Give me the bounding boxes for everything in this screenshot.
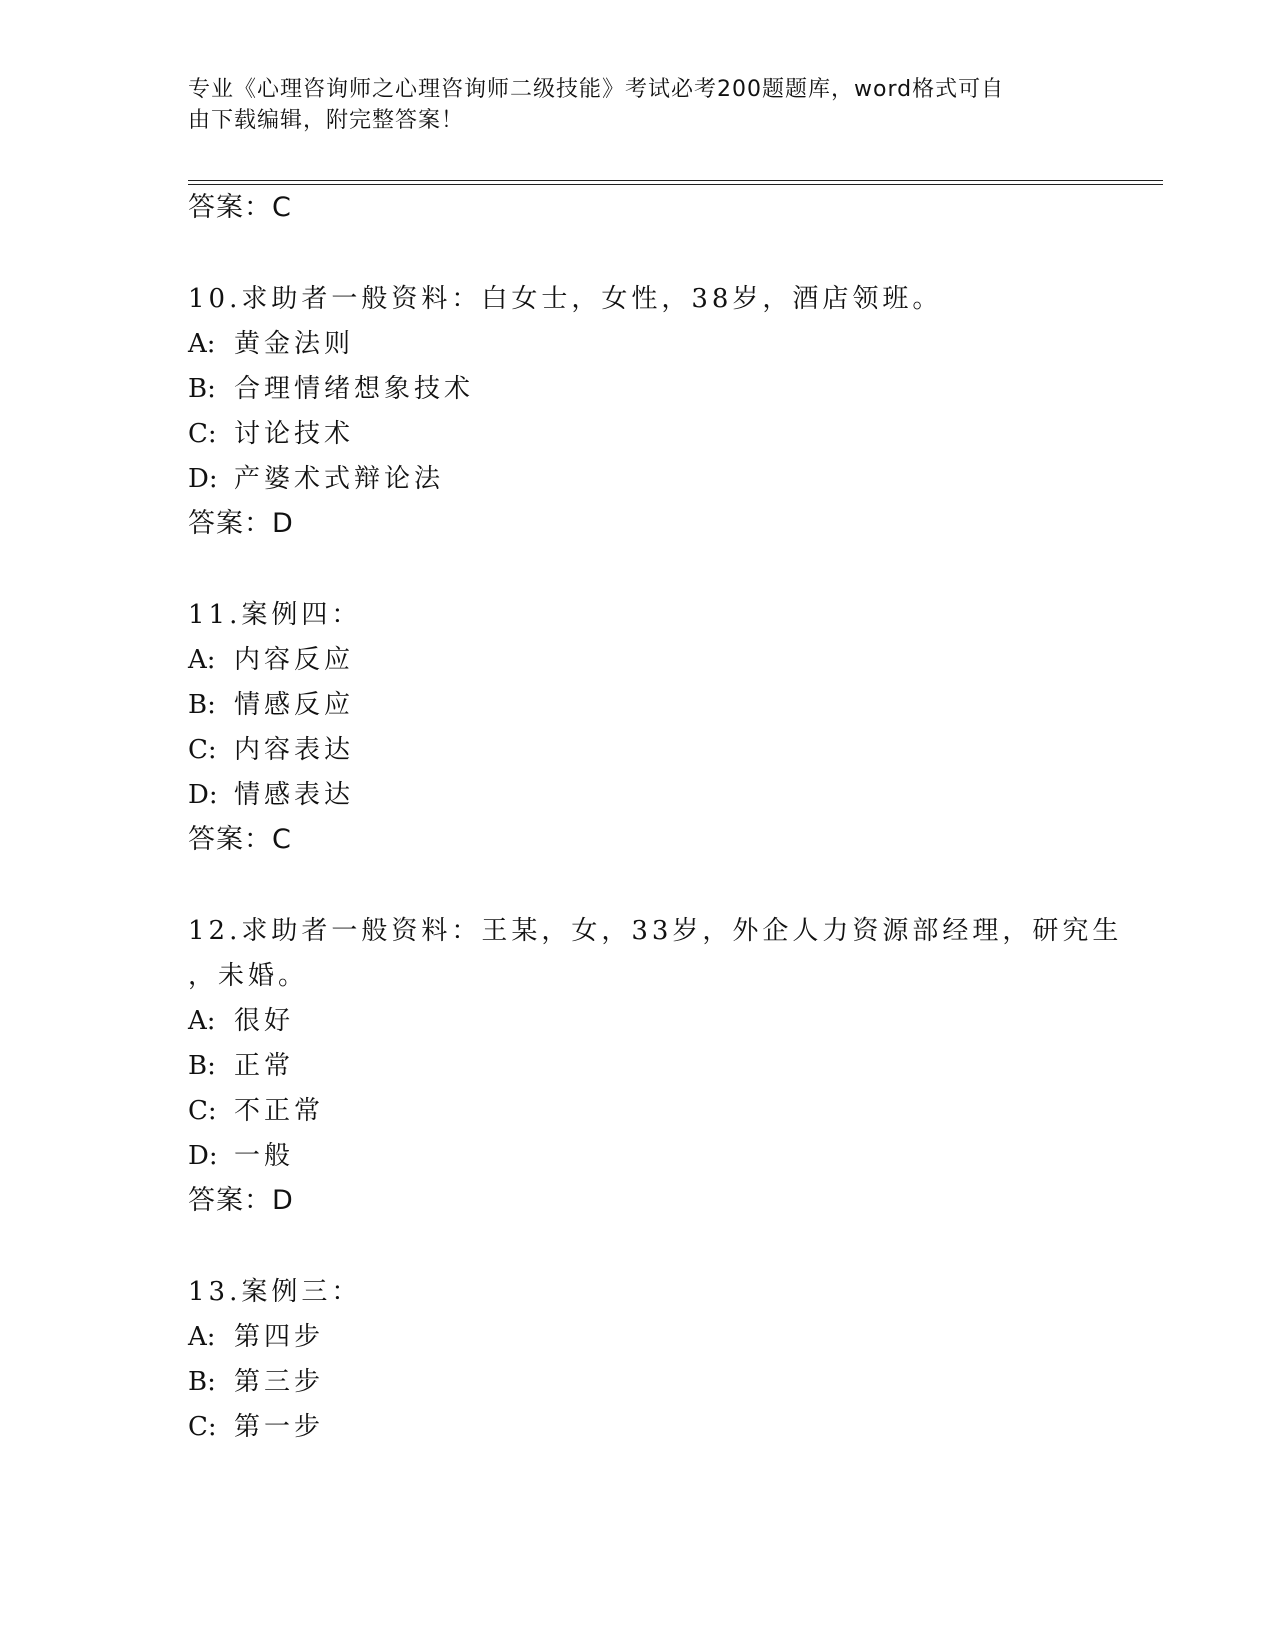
option-line <box>188 1362 324 1402</box>
option-text: 产婆术式辩论法 <box>234 464 445 494</box>
option-text: 第一步 <box>234 1412 325 1442</box>
header-line-2: 由下载编辑，附完整答案！ <box>188 108 465 133</box>
option-text: 一般 <box>234 1141 295 1171</box>
option-line <box>188 1136 294 1176</box>
question-13: 13.案例三： <box>188 1277 362 1307</box>
question-12: 12.求助者一般资料：王某，女，33岁，外企人力资源部经理，研究生 <box>188 916 1123 946</box>
option-text: 不正常 <box>234 1096 325 1126</box>
option-line <box>188 324 354 364</box>
option-text: 情感反应 <box>234 690 355 720</box>
option-letter: D: <box>188 1141 218 1171</box>
option-letter: C: <box>188 419 217 449</box>
option-letter: D: <box>188 780 218 810</box>
option-letter: B: <box>188 374 216 404</box>
option-text: 情感表达 <box>234 780 355 810</box>
option-letter: D: <box>188 464 218 494</box>
option-letter: C: <box>188 1096 217 1126</box>
option-letter: A: <box>188 329 216 359</box>
option-line <box>188 1001 294 1041</box>
question-10: 10.求助者一般资料：白女士，女性，38岁，酒店领班。 <box>188 284 943 314</box>
header-rule-top <box>188 180 1163 181</box>
question-11: 11.案例四： <box>188 600 362 630</box>
answer-line: 答案：C <box>188 192 292 223</box>
option-line <box>188 459 444 499</box>
option-text: 讨论技术 <box>234 419 355 449</box>
option-letter: A: <box>188 1006 216 1036</box>
question-12-continued: ，未婚。 <box>188 961 309 991</box>
option-line <box>188 369 474 409</box>
header-rule-bottom <box>188 184 1163 185</box>
option-text: 第三步 <box>234 1367 325 1397</box>
option-text: 内容反应 <box>234 645 355 675</box>
header-line-1: 专业《心理咨询师之心理咨询师二级技能》考试必考200题题库，word格式可自 <box>188 77 1005 102</box>
option-text: 正常 <box>234 1051 295 1081</box>
option-text: 第四步 <box>234 1322 325 1352</box>
option-text: 很好 <box>234 1006 295 1036</box>
option-letter: B: <box>188 1051 216 1081</box>
option-line <box>188 1046 294 1086</box>
option-text: 合理情绪想象技术 <box>234 374 475 404</box>
option-line <box>188 730 354 770</box>
option-line <box>188 1091 324 1131</box>
option-letter: B: <box>188 1367 216 1397</box>
option-line <box>188 685 354 725</box>
option-text: 黄金法则 <box>234 329 355 359</box>
answer-line: 答案：D <box>188 1185 294 1216</box>
option-letter: C: <box>188 1412 217 1442</box>
document-header <box>188 74 1088 136</box>
option-line <box>188 1317 324 1357</box>
option-line <box>188 775 354 815</box>
option-line <box>188 414 354 454</box>
option-line <box>188 1407 324 1447</box>
answer-line: 答案：C <box>188 824 292 855</box>
option-text: 内容表达 <box>234 735 355 765</box>
option-letter: A: <box>188 645 216 675</box>
option-letter: B: <box>188 690 216 720</box>
option-letter: A: <box>188 1322 216 1352</box>
option-letter: C: <box>188 735 217 765</box>
option-line <box>188 640 354 680</box>
answer-line: 答案：D <box>188 508 294 539</box>
